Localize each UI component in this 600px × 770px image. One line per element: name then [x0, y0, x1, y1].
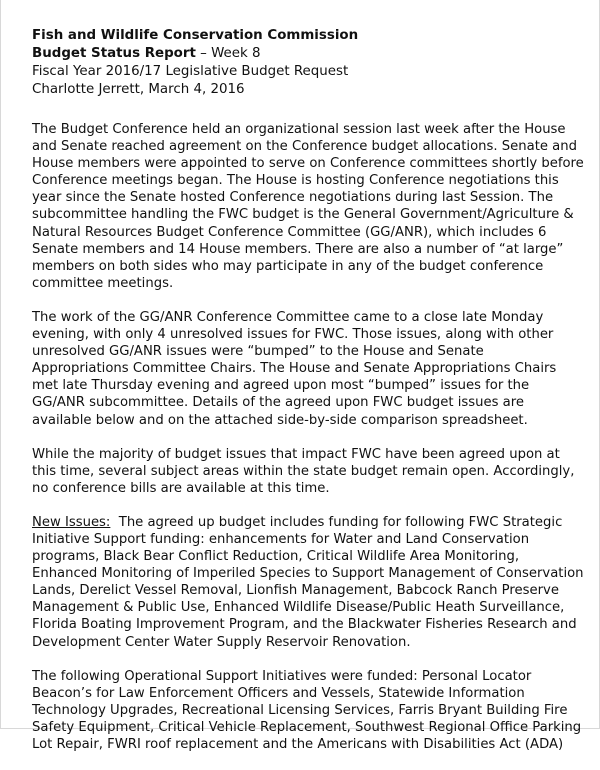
text-line: subcommittee handling the FWC budget is the General Government/Agriculture & — [32, 207, 574, 223]
text-line: The following Operational Support Initiatives were funded: Personal Locator — [32, 668, 532, 684]
text-line: Senate members and 14 House members. There are also a number of “at large” — [32, 241, 564, 257]
report-title-line — [32, 45, 358, 63]
text-line: Management & Public Use, Enhanced Wildlife Disease/Public Heath Surveillance, — [32, 600, 565, 616]
text-line: met late Thursday evening and agreed upon most “bumped” issues for the — [32, 378, 530, 394]
text-line — [32, 514, 587, 531]
text-line: Beacon’s for Law Enforcement Officers and Vessels, Statewide Information — [32, 685, 525, 701]
text-line: and Senate reached agreement on the Conference budget allocations. Senate and — [32, 139, 577, 155]
text-line: Florida Boating Improvement Program, and the Blackwater Fisheries Research and — [32, 617, 577, 633]
text-line: Enhanced Monitoring of Imperiled Species to Support Management of Conservation — [32, 566, 584, 582]
text-line: Safety Equipment, Critical Vehicle Replacement, Southwest Regional Office Parking — [32, 719, 582, 735]
fiscal-year: Fiscal Year 2016/17 Legislative Budget Request — [32, 64, 349, 79]
text-line: The work of the GG/ANR Conference Committee came to a close late Monday — [32, 309, 544, 325]
text-line: GG/ANR subcommittee. Details of the agreed upon FWC budget issues are — [32, 395, 524, 411]
text-line: unresolved GG/ANR issues were “bumped” to the House and Senate — [32, 344, 484, 360]
paragraph-new-issues — [32, 514, 587, 651]
author-date: Charlotte Jerrett, March 4, 2016 — [32, 82, 245, 97]
report-body — [32, 121, 587, 770]
text-line: committee meetings. — [32, 275, 174, 291]
paragraph-operational-support — [32, 668, 587, 753]
text-line: available below and on the attached side-by-side comparison spreadsheet. — [32, 412, 528, 428]
text-line: year since the Senate hosted Conference negotiations during last Session. The — [32, 190, 554, 206]
report-title: Budget Status Report — [32, 46, 196, 61]
text-line: Technology Upgrades, Recreational Licensing Services, Farris Bryant Building Fire — [32, 702, 568, 718]
text-line: Initiative Support funding: enhancements for Water and Land Conservation — [32, 531, 530, 547]
text-line: The Budget Conference held an organizational session last week after the House — [32, 122, 566, 137]
report-week: – Week 8 — [195, 46, 261, 61]
organization-name: Fish and Wildlife Conservation Commission — [32, 28, 359, 43]
text-line: While the majority of budget issues that impact FWC have been agreed upon at — [32, 446, 560, 462]
text-line: no conference bills are available at this time. — [32, 480, 330, 496]
text-line: evening, with only 4 unresolved issues for FWC. Those issues, along with other — [32, 327, 554, 343]
text-line: this time, several subject areas within the state budget remain open. Accordingly, — [32, 463, 575, 479]
new-issues-text: The agreed up budget includes funding for following FWC Strategic — [110, 514, 563, 530]
text-line: Lot Repair, FWRI roof replacement and the Americans with Disabilities Act (ADA) — [32, 737, 564, 752]
text-line: House members were appointed to serve on Conference committees shortly before — [32, 156, 584, 172]
text-line: Appropriations Committee Chairs. The House and Senate Appropriations Chairs — [32, 361, 557, 377]
report-header — [32, 27, 358, 99]
text-line: Conference meetings began. The House is hosting Conference negotiations this — [32, 173, 559, 189]
paragraph-budget-issues — [32, 446, 587, 497]
paragraph-budget-conference — [32, 121, 587, 292]
text-line: Lands, Derelict Vessel Removal, Lionfish Management, Babcock Ranch Preserve — [32, 583, 559, 599]
text-line: Natural Resources Budget Conference Committee (GG/ANR), which includes 6 — [32, 224, 547, 240]
new-issues-label: New Issues: — [32, 514, 111, 530]
text-line: programs, Black Bear Conflict Reduction, Critical Wildlife Area Monitoring, — [32, 549, 520, 565]
text-line: members on both sides who may participate in any of the budget conference — [32, 258, 544, 274]
paragraph-conference-committee — [32, 309, 587, 429]
text-line: Development Center Water Supply Reservoir Renovation. — [32, 634, 411, 650]
